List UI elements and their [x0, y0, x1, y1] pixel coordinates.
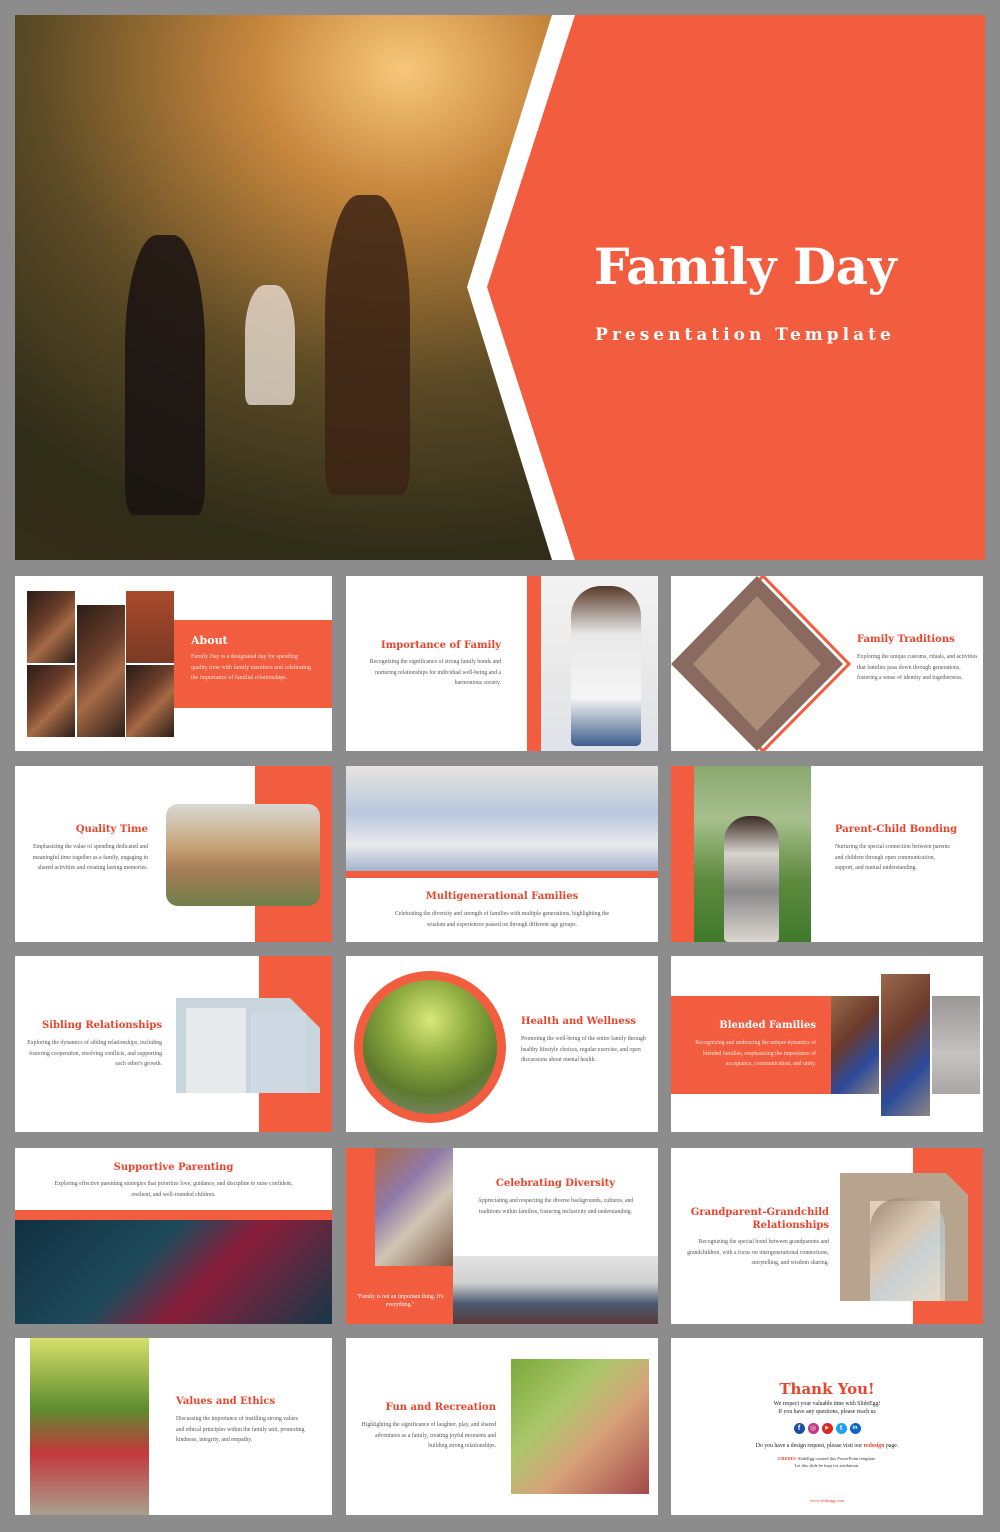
- youtube-icon[interactable]: ▶: [822, 1423, 833, 1434]
- about-photo-tile-5: [126, 665, 174, 737]
- family-quote: "Family is not an important thing. It's everything.": [356, 1294, 444, 1308]
- mother-child-photo: [694, 766, 811, 942]
- slide-thank-you[interactable]: [671, 1338, 983, 1515]
- twitter-icon[interactable]: t: [836, 1423, 847, 1434]
- request-prefix: Do you have a design request, please visit our: [755, 1443, 864, 1449]
- slide-blended-families[interactable]: [671, 956, 983, 1132]
- thank-you-title: Thank You!: [779, 1380, 875, 1398]
- slide-title: Sibling Relationships: [42, 1020, 162, 1031]
- slide-body: Recognizing the significance of strong family bonds and nurturing relationships for individual well-being and a harmonious society.: [369, 659, 501, 686]
- blended-photo-tile-2: [881, 974, 930, 1116]
- slide-supportive-parenting[interactable]: [15, 1148, 332, 1324]
- request-suffix: page.: [884, 1443, 899, 1449]
- credit-block: [671, 1456, 983, 1469]
- facebook-icon[interactable]: f: [794, 1423, 805, 1434]
- family-playground-photo: [511, 1359, 649, 1494]
- sibling-photo-frame: [176, 998, 320, 1093]
- slide-body: Promoting the well-being of the entire family through healthy lifestyle choices, regular exercise, and open discussions about mental health.: [521, 1036, 646, 1063]
- hero-slide: [15, 15, 985, 560]
- slide-title: Celebrating Diversity: [495, 1178, 616, 1189]
- family-kitchen-photo: [166, 804, 320, 906]
- slide-title: Parent-Child Bonding: [835, 824, 958, 835]
- credit-text: SlideEgg created this PowerPoint template.: [796, 1456, 876, 1461]
- slide-title: Importance of Family: [381, 640, 501, 651]
- about-photo-tile-4: [126, 591, 174, 663]
- blended-photo-tile-1: [831, 996, 879, 1094]
- slide-title: About: [191, 634, 228, 647]
- slide-parent-child-bonding[interactable]: [671, 766, 983, 942]
- slide-title: Health and Wellness: [521, 1016, 636, 1027]
- slide-title: Multigenerational Families: [425, 891, 579, 902]
- slide-body: Exploring the dynamics of sibling relationships, including fostering cooperation, resolving conflicts, and supporting each other's growth.: [27, 1040, 162, 1067]
- instagram-icon[interactable]: ◎: [808, 1423, 819, 1434]
- slide-title: Values and Ethics: [176, 1396, 276, 1407]
- slide-title: Supportive Parenting: [113, 1162, 234, 1173]
- slide-quality-time[interactable]: [15, 766, 332, 942]
- linkedin-icon[interactable]: in: [850, 1423, 861, 1434]
- slide-body: Exploring the unique customs, rituals, and activities that families pass down through generations, fostering a sense of identity and togetherness.: [857, 654, 978, 681]
- social-icons-row: [671, 1423, 983, 1434]
- slide-family-traditions[interactable]: [671, 576, 983, 751]
- slide-multigenerational-families[interactable]: [346, 766, 658, 942]
- slide-body: Recognizing and embracing the unique dynamics of blended families, emphasizing the importance of acceptance, communication, and unity.: [695, 1040, 816, 1067]
- hero-title: Family Day: [593, 237, 897, 296]
- vertical-accent-bar: [671, 766, 694, 942]
- slide-values-and-ethics[interactable]: [15, 1338, 332, 1515]
- diverse-group-photo: [453, 1256, 658, 1324]
- selfie-confetti-photo: [375, 1148, 453, 1266]
- accent-strip: [15, 1210, 332, 1220]
- family-group-photo: [541, 576, 658, 751]
- slide-health-and-wellness[interactable]: [346, 956, 658, 1132]
- credit-label: CREDIT:: [778, 1456, 797, 1461]
- slide-title: Quality Time: [75, 824, 148, 835]
- slide-about[interactable]: [15, 576, 332, 751]
- slide-body: Emphasizing the value of spending dedicated and meaningful time together as a family, engaging in shared activities and creating lasting memories.: [32, 844, 148, 871]
- blended-photo-tile-3: [932, 996, 980, 1094]
- credit-line-2: Let this slide be kept for attribution.: [794, 1462, 860, 1468]
- slide-celebrating-diversity[interactable]: [346, 1148, 658, 1324]
- family-garden-photo: [30, 1338, 149, 1515]
- thank-you-line-2: If you have any questions, please reach us: [778, 1409, 876, 1415]
- slide-title: Fun and Recreation: [385, 1402, 496, 1413]
- slide-importance-of-family[interactable]: [346, 576, 658, 751]
- grandmother-granddaughter-photo: [870, 1198, 945, 1301]
- slide-title: Grandparent-Grandchild Relationships: [690, 1207, 829, 1231]
- diamond-photo-frame: [671, 576, 851, 751]
- yoga-group-photo: [363, 980, 497, 1114]
- slide-body: Appreciating and respecting the diverse backgrounds, cultures, and traditions within families, fostering inclusivity and understanding.: [477, 1198, 634, 1215]
- design-request-line: [671, 1443, 983, 1449]
- slide-body: Exploring effective parenting strategies that prioritize love, guidance, and discipline to raise confident, resilient, and well-rounded children.: [54, 1181, 293, 1198]
- vertical-accent-bar: [527, 576, 541, 751]
- parent-child-hug-photo: [15, 1220, 332, 1324]
- about-photo-tile-1: [27, 591, 75, 663]
- slide-body: Discussing the importance of instilling strong values and ethical principles within the family unit, promoting kindness, integrity, and empathy.: [176, 1416, 305, 1443]
- slide-grandparent-grandchild[interactable]: [671, 1148, 983, 1324]
- website-link[interactable]: www.slideegg.com: [809, 1498, 845, 1503]
- slide-body: Celebrating the diversity and strength of families with multiple generations, highlighting the wisdom and experiences passed on through different age groups.: [394, 911, 610, 928]
- multigenerational-family-photo: [346, 766, 658, 871]
- thank-you-message: [671, 1400, 983, 1416]
- slide-title: Blended Families: [719, 1020, 816, 1031]
- about-photo-tile-2: [27, 665, 75, 737]
- slide-body: Recognizing the special bond between grandparents and grandchildren, with a focus on intergenerational connections, storytelling, and wisdom sharing.: [687, 1239, 829, 1266]
- about-photo-tile-3: [77, 605, 125, 737]
- thank-you-line-1: We respect your valuable time with SlideEgg!: [773, 1401, 881, 1407]
- slide-body: Highlighting the significance of laughter, play, and shared adventures as a family, creating joyful moments and building strong relationships.: [361, 1422, 496, 1449]
- slide-title: Family Traditions: [857, 634, 955, 645]
- redesign-link[interactable]: redesign: [863, 1443, 885, 1449]
- accent-strip: [346, 871, 658, 878]
- slide-fun-and-recreation[interactable]: [346, 1338, 658, 1515]
- slide-body: Nurturing the special connection between parents and children through open communication, support, and mutual understanding.: [835, 844, 950, 871]
- slide-body: Family Day is a designated day for spending quality time with family members and celebrating the importance of familial relationships.: [191, 654, 311, 681]
- hero-subtitle: Presentation Template: [595, 325, 895, 345]
- slide-sibling-relationships[interactable]: [15, 956, 332, 1132]
